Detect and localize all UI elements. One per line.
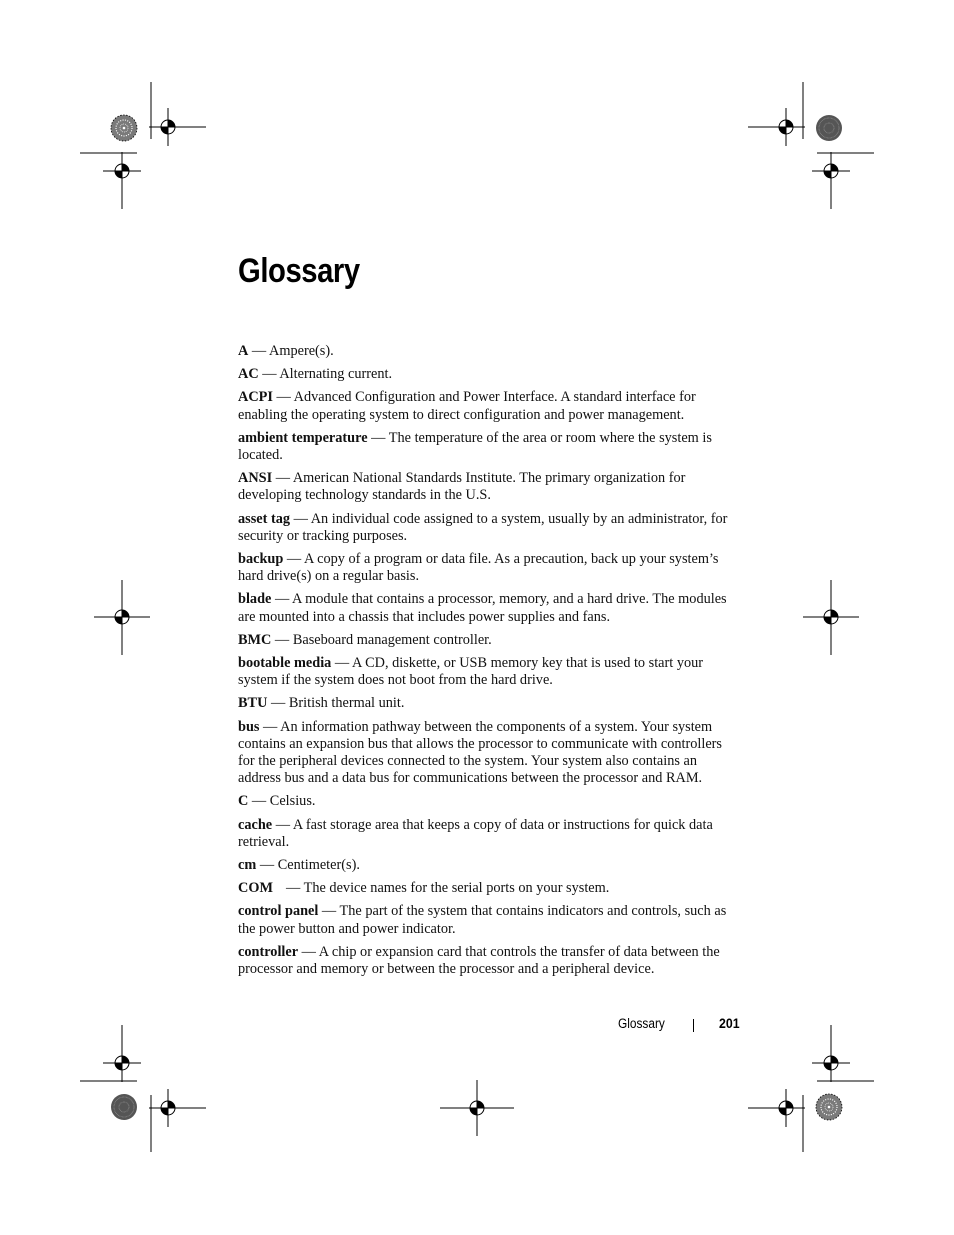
glossary-term: bootable media (238, 655, 332, 672)
footer-divider (693, 1019, 694, 1032)
glossary-term: backup (238, 551, 284, 568)
glossary-separator: — (258, 366, 280, 383)
glossary-term: asset tag (238, 510, 291, 527)
glossary-entry (238, 430, 738, 464)
glossary-term: controller (238, 943, 299, 960)
glossary-term: BTU (238, 695, 268, 712)
glossary-definition: An information pathway between the components of a system. Your system contains an expansion bus that allows the processor to communicate with controllers for the peripheral devices connected to the system. Your system also contains an address bus and a data bus for communications between the processor and RAM. (238, 718, 722, 787)
glossary-separator: — (290, 510, 311, 527)
glossary-separator: — (256, 857, 278, 874)
glossary-definition: The part of the system that contains indicators and controls, such as the power button and power indicator. (238, 903, 727, 937)
glossary-separator: — (298, 943, 319, 960)
glossary-entry (238, 591, 738, 625)
glossary-entry (238, 857, 738, 874)
glossary-entry (238, 632, 738, 649)
glossary-entry (238, 551, 738, 585)
glossary-definition: Ampere(s). (269, 343, 334, 359)
glossary-separator: — (259, 718, 281, 735)
glossary-separator: — (267, 695, 289, 712)
glossary-entry (238, 366, 738, 383)
glossary-term: A (238, 343, 249, 359)
glossary-entry (238, 719, 738, 788)
glossary-term: blade (238, 591, 272, 608)
glossary-definition: An individual code assigned to a system, usually by an administrator, for security or tracking purposes. (238, 510, 728, 544)
glossary-entry (238, 389, 738, 423)
glossary-entry (238, 903, 738, 937)
glossary-entry (238, 817, 738, 851)
glossary-term: ambient temperature (238, 429, 368, 446)
glossary-definition: Advanced Configuration and Power Interface. A standard interface for enabling the operating system to direct configuration and power management. (238, 389, 696, 423)
glossary-definition: A module that contains a processor, memory, and a hard drive. The modules are mounted into a chassis that includes power supplies and fans. (238, 591, 727, 625)
glossary-term: ACPI (238, 389, 273, 406)
glossary-entry (238, 793, 738, 810)
glossary-definition: Baseboard management controller. (292, 631, 492, 648)
glossary-entry (238, 470, 738, 504)
glossary-definition: Centimeter(s). (277, 857, 360, 874)
glossary-separator: — (283, 551, 304, 568)
glossary-term: cm (238, 857, 257, 874)
glossary-separator: — (272, 470, 293, 487)
glossary-term: ANSI (238, 470, 273, 487)
glossary-term: C (238, 793, 249, 810)
glossary-entry (238, 511, 738, 545)
glossary-definition: A fast storage area that keeps a copy of data or instructions for quick data retrieval. (238, 816, 713, 850)
glossary-definition: A chip or expansion card that controls the transfer of data between the processor and memory or between the processor and a peripheral device. (238, 943, 720, 978)
glossary-separator: — (248, 793, 270, 810)
glossary-list (238, 343, 738, 984)
glossary-separator: — (331, 655, 352, 672)
glossary-entry (238, 343, 738, 360)
glossary-definition: The temperature of the area or room where the system is located. (238, 429, 712, 464)
glossary-separator: — (271, 591, 293, 608)
glossary-entry (238, 944, 738, 978)
glossary-separator: — (286, 880, 304, 897)
glossary-term: control panel (238, 903, 319, 920)
glossary-term: COM (238, 880, 273, 897)
glossary-separator: — (271, 631, 293, 648)
glossary-definition: The device names for the serial ports on your system. (303, 880, 610, 897)
glossary-separator: — (248, 343, 269, 359)
glossary-separator: — (272, 816, 293, 833)
glossary-definition: British thermal unit. (288, 695, 405, 712)
glossary-term: cache (238, 816, 273, 833)
glossary-entry (238, 880, 738, 897)
glossary-term: BMC (238, 631, 272, 648)
glossary-separator: — (272, 389, 294, 406)
page-title: Glossary (238, 252, 360, 290)
glossary-definition: Alternating current. (279, 366, 393, 383)
page-number: 201 (719, 1015, 740, 1031)
glossary-entry (238, 695, 738, 712)
glossary-separator: — (318, 903, 340, 920)
glossary-separator: — (367, 429, 389, 446)
footer-section-title: Glossary (618, 1016, 665, 1031)
glossary-definition: Celsius. (269, 793, 316, 810)
glossary-definition: A CD, diskette, or USB memory key that is used to start your system if the system does not boot from the hard drive. (238, 655, 704, 689)
glossary-definition: American National Standards Institute. The primary organization for developing technology standards in the U.S. (238, 470, 686, 504)
glossary-definition: A copy of a program or data file. As a precaution, back up your system’s hard drive(s) on a regular basis. (238, 551, 719, 585)
glossary-term: bus (238, 718, 260, 735)
glossary-term: AC (238, 366, 259, 383)
glossary-entry (238, 655, 738, 689)
